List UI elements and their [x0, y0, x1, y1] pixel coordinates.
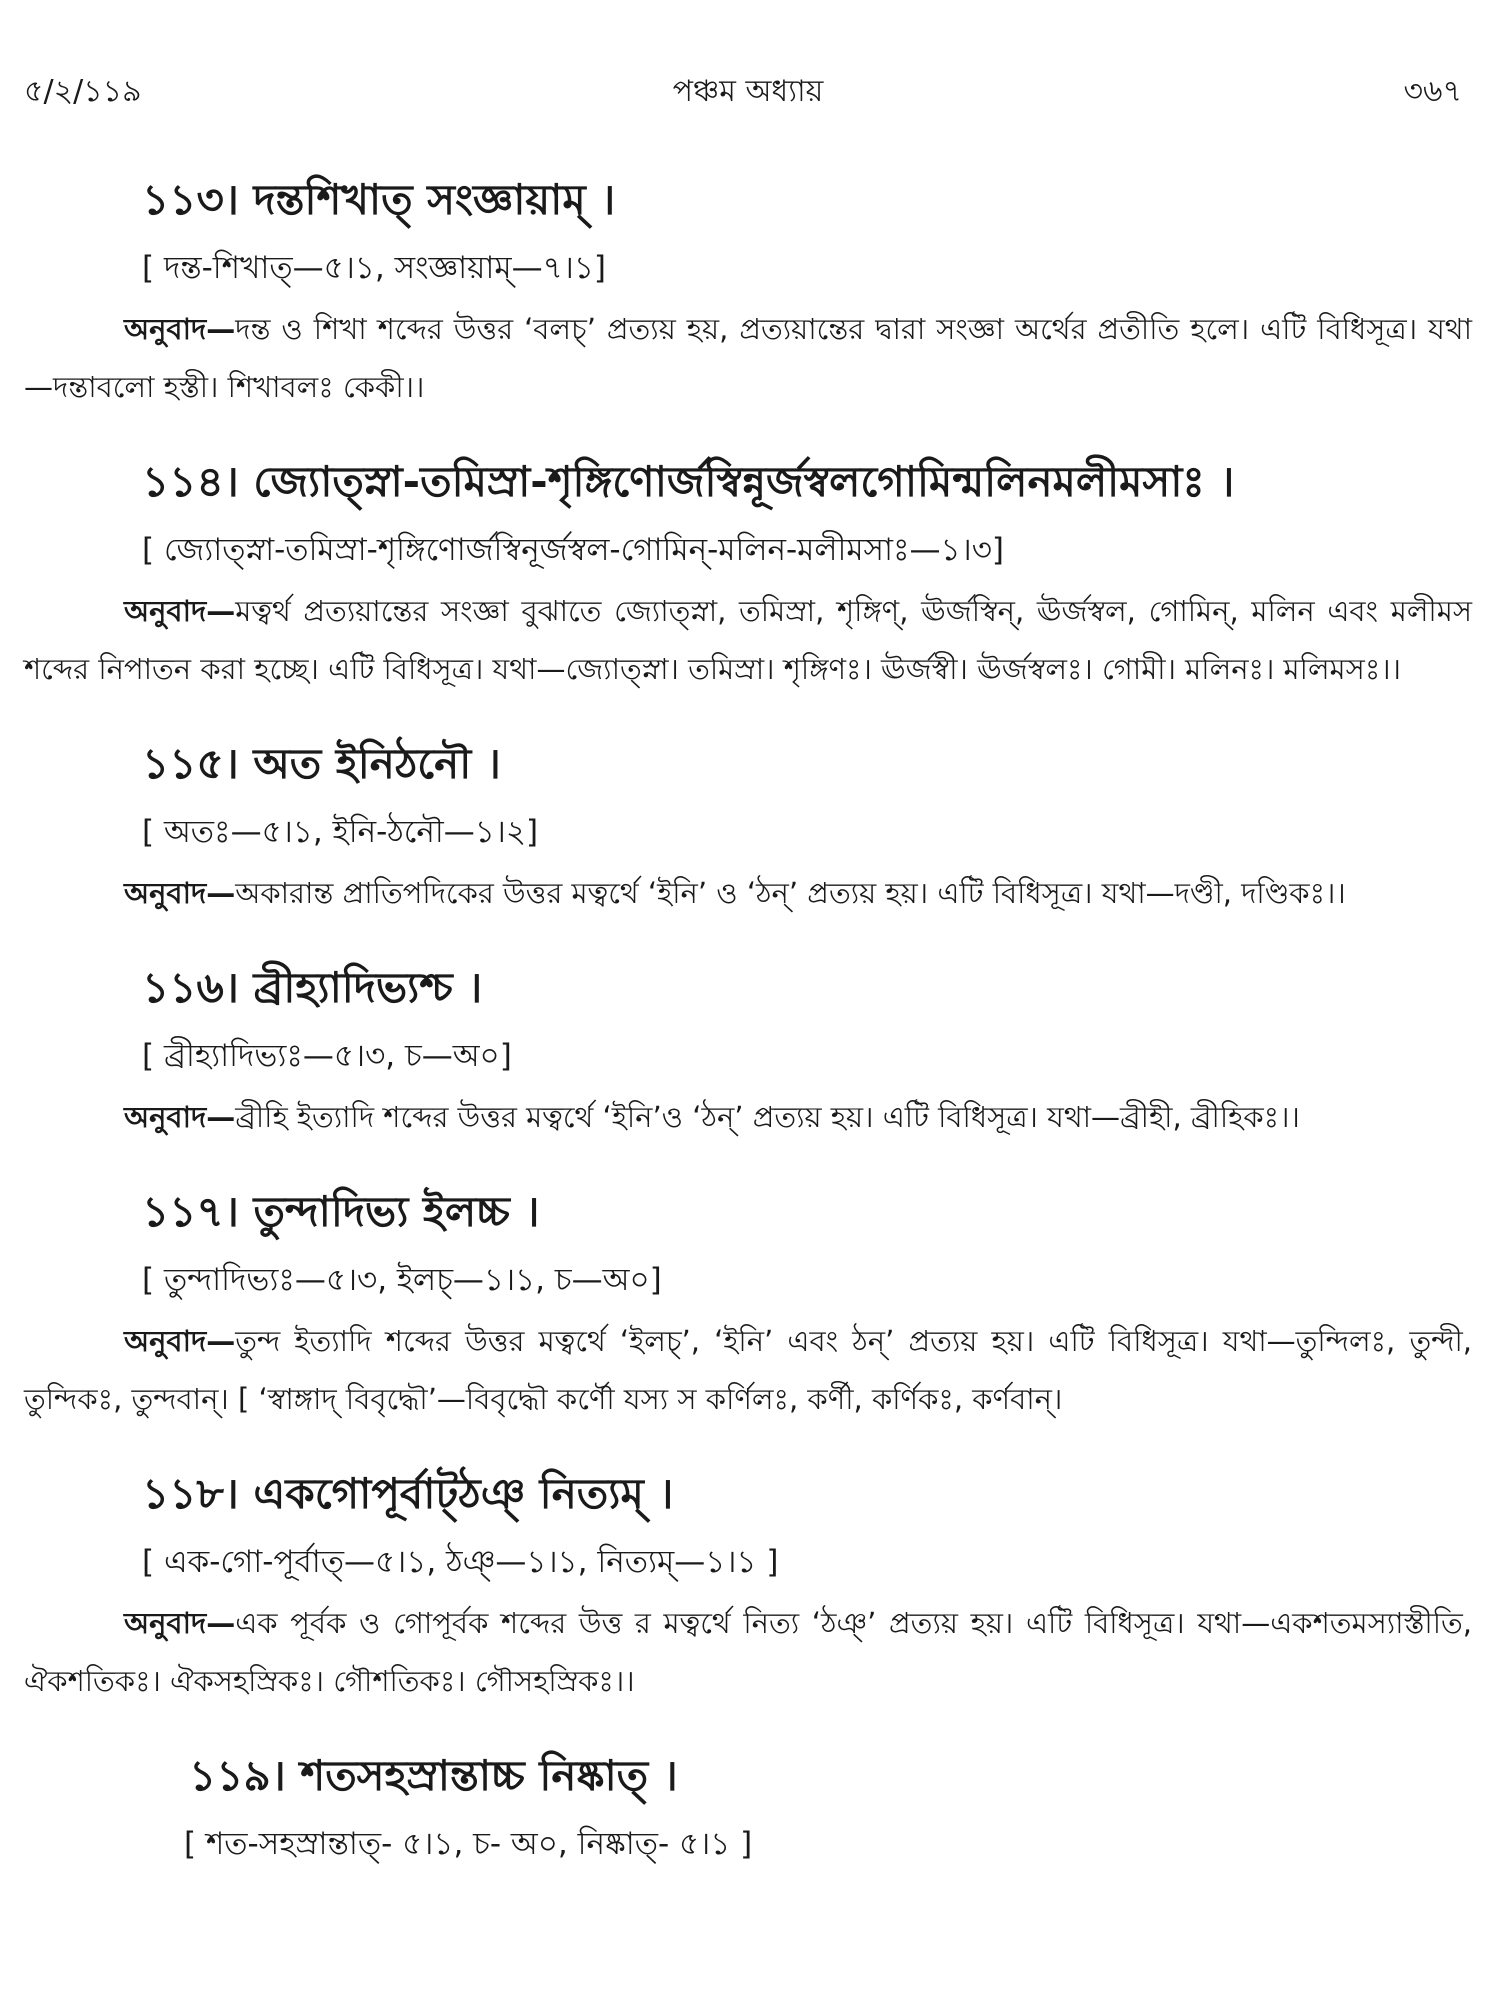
translation-text: দন্ত ও শিখা শব্দের উত্তর ‘বলচ্’ প্রত্যয় হয়, প্রত্যয়ান্তের দ্বারা সংজ্ঞা অর্থের প্রতীতি হলে। এটি বিধিসূত্র। যথা—দন্তাবলো হস্তী। শিখাবলঃ কেকী।। [24, 312, 1472, 404]
sutra-analysis: [ অতঃ—৫।১, ইনি-ঠনৌ—১।২] [142, 814, 539, 850]
page-header [24, 70, 1472, 114]
sutra-heading: ১১৪। জ্যোত্স্না-তমিস্রা-শৃঙ্গিণোর্জস্বিন্নূর্জস্বলগোমিন্মলিনমলীমসাঃ । [142, 457, 1235, 506]
sutra-heading: ১১৭। তুন্দাদিভ্য ইলচ্চ । [142, 1187, 540, 1236]
translation-text: তুন্দ ইত্যাদি শব্দের উত্তর মত্বর্থে ‘ইলচ্’, ‘ইনি’ এবং ঠন্’ প্রত্যয় হয়। এটি বিধিসূত্র। যথা—তুন্দিলঃ, তুন্দী, তুন্দিকঃ, তুন্দবান্। [ ‘স্বাঙ্গাদ্ বিবৃদ্ধৌ’—বিবৃদ্ধৌ কর্ণৌ যস্য স কর্ণিলঃ, কর্ণী, কর্ণিকঃ, কর্ণবান্। [24, 1324, 1472, 1416]
translation-label: অনুবাদ— [124, 1100, 236, 1134]
sutra-analysis: [ তুন্দাদিভ্যঃ—৫।৩, ইলচ্—১।১, চ—অ০] [142, 1262, 662, 1298]
sutra-reference: ৫/২/১১৯ [24, 74, 142, 109]
sutra-115 [24, 734, 1472, 922]
sutra-translation [24, 300, 1472, 416]
page-number: ৩৬৭ [1403, 74, 1462, 109]
sutra-118 [24, 1464, 1472, 1710]
translation-text: এক পূর্বক ও গোপূর্বক শব্দের উত্ত র মত্বর্থে নিত্য ‘ঠঞ্’ প্রত্যয় হয়। এটি বিধিসূত্র। যথা—একশতমস্যাস্তীতি, ঐকশতিকঃ। ঐকসহস্রিকঃ। গৌশতিকঃ। গৌসহস্রিকঃ।। [24, 1606, 1472, 1698]
translation-label: অনুবাদ— [124, 312, 236, 346]
sutra-translation [24, 582, 1472, 698]
sutra-heading: ১১৩। দন্তশিখাত্ সংজ্ঞায়াম্ । [142, 175, 616, 224]
sutra-translation [24, 1088, 1472, 1146]
sutra-119 [24, 1746, 1472, 1872]
sutra-analysis: [ এক-গো-পূর্বাত্—৫।১, ঠঞ্—১।১, নিত্যম্—১।১ ] [142, 1544, 779, 1580]
translation-text: ব্রীহি ইত্যাদি শব্দের উত্তর মত্বর্থে ‘ইনি’ও ‘ঠন্’ প্রত্যয় হয়। এটি বিধিসূত্র। যথা—ব্রীহী, ব্রীহিকঃ।। [235, 1100, 1300, 1134]
sutra-113 [24, 170, 1472, 416]
translation-label: অনুবাদ— [124, 1324, 236, 1358]
sutra-analysis: [ ব্রীহ্যাদিভ্যঃ—৫।৩, চ—অ০] [142, 1038, 512, 1074]
sutra-heading: ১১৬। ব্রীহ্যাদিভ্যশ্চ । [142, 963, 483, 1012]
sutra-translation [24, 864, 1472, 922]
sutra-114 [24, 452, 1472, 698]
translation-text: মত্বর্থ প্রত্যয়ান্তের সংজ্ঞা বুঝাতে জ্যোত্স্না, তমিস্রা, শৃঙ্গিণ্, ঊর্জস্বিন্, ঊর্জস্বল, গোমিন্, মলিন এবং মলীমস শব্দের নিপাতন করা হচ্ছে। এটি বিধিসূত্র। যথা—জ্যোত্স্না। তমিস্রা। শৃঙ্গিণঃ। ঊর্জস্বী। ঊর্জস্বলঃ। গোমী। মলিনঃ। মলিমসঃ।। [24, 594, 1472, 686]
sutra-translation [24, 1312, 1472, 1428]
sutra-analysis: [ শত-সহস্রান্তাত্- ৫।১, চ- অ০, নিষ্কাত্- ৫।১ ] [184, 1826, 753, 1862]
sutra-analysis: [ দন্ত-শিখাত্—৫।১, সংজ্ঞায়াম্—৭।১] [142, 250, 607, 286]
sutra-heading: ১১৫। অত ইনিঠনৌ । [142, 739, 501, 788]
translation-text: অকারান্ত প্রাতিপদিকের উত্তর মত্বর্থে ‘ইনি’ ও ‘ঠন্’ প্রত্যয় হয়। এটি বিধিসূত্র। যথা—দণ্ডী, দণ্ডিকঃ।। [235, 876, 1346, 910]
chapter-title: পঞ্চম অধ্যায় [672, 74, 824, 109]
sutra-117 [24, 1182, 1472, 1428]
translation-label: অনুবাদ— [124, 1606, 236, 1640]
sutra-analysis: [ জ্যোত্স্না-তমিস্রা-শৃঙ্গিণোর্জস্বিনূর্জস্বল-গোমিন্-মলিন-মলীমসাঃ—১।৩] [142, 532, 1004, 568]
sutra-116 [24, 958, 1472, 1146]
sutra-heading: ১১৯। শতসহস্রান্তাচ্চ নিষ্কাত্ । [189, 1751, 678, 1800]
translation-label: অনুবাদ— [124, 594, 236, 628]
translation-label: অনুবাদ— [124, 876, 236, 910]
sutra-heading: ১১৮। একগোপূর্বাট্ঠঞ্ নিত্যম্ । [142, 1469, 674, 1518]
sutra-translation [24, 1594, 1472, 1710]
